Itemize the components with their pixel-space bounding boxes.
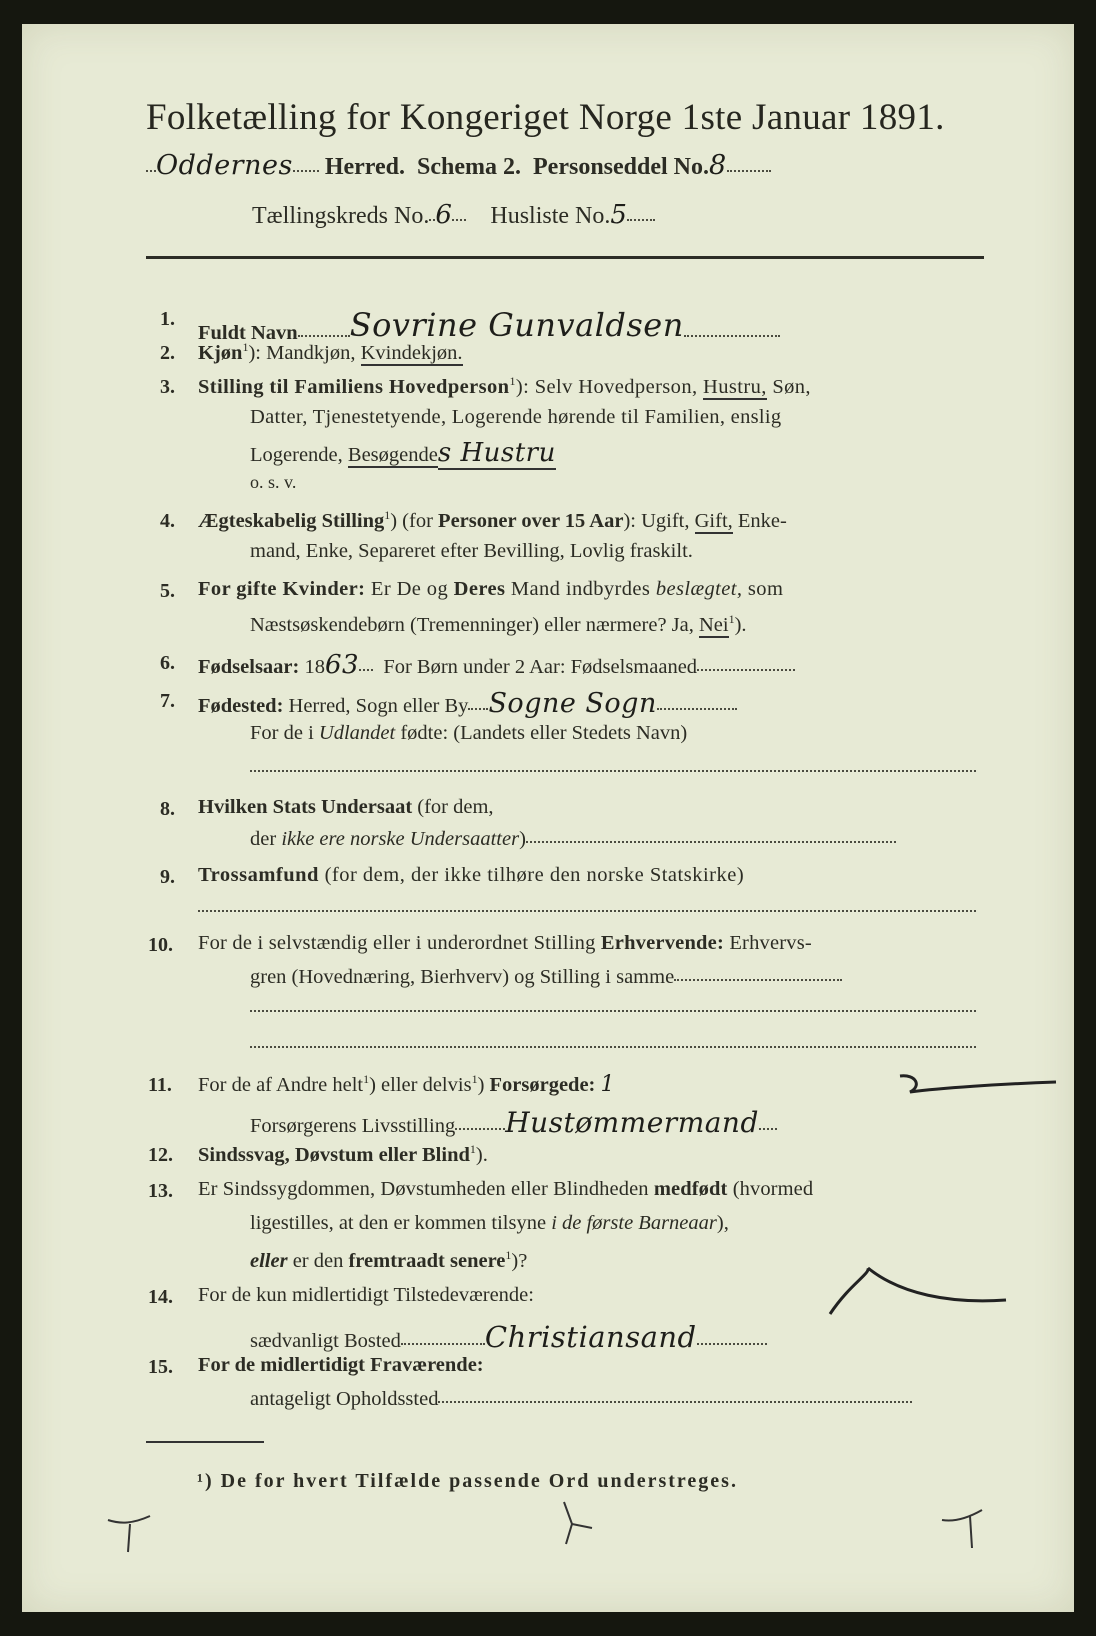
item-11-row-2: Forsørgerens Livsstilling Hustømmermand xyxy=(250,1106,777,1139)
item-10-number: 10. xyxy=(148,934,173,956)
item-8-number: 8. xyxy=(160,798,175,820)
birth-year-value: 63 xyxy=(324,650,360,680)
item-1-number: 1. xyxy=(160,308,175,330)
item-14-row-1: For de kun midlertidigt Tilstedeværende: xyxy=(198,1284,534,1306)
item-1-label: Fuldt Navn xyxy=(198,322,298,344)
family-role-value: s Hustru xyxy=(437,438,556,468)
item-11-number: 11. xyxy=(148,1074,172,1096)
birthplace-value: Sogne Sogn xyxy=(488,688,657,719)
item-9-blank-line xyxy=(198,910,976,912)
herred-label: Herred. xyxy=(324,154,406,180)
item-11-row-1: For de af Andre helt$^1$) eller delvis$^1$) Forsørgede: 1 xyxy=(198,1072,616,1097)
item-8-row-2: der ikke ere norske Undersaatter) xyxy=(250,828,896,851)
item-3-number: 3. xyxy=(160,376,175,398)
item-6-row: Fødselsaar: 1863 For Børn under 2 Aar: Fødselsmaaned xyxy=(198,650,795,680)
marital-gift-option: Gift, xyxy=(694,509,733,532)
item-3-label: Stilling til Familiens Hovedperson xyxy=(198,375,510,398)
provided-mark: 1 xyxy=(600,1072,616,1097)
item-3-row-2: Datter, Tjenestetyende, Logerende hørende til Familien, enslig xyxy=(250,406,782,428)
item-3-row-4: o. s. v. xyxy=(250,472,297,492)
item-4-number: 4. xyxy=(160,510,175,532)
item-14-row-2: sædvanligt Bosted Christiansand xyxy=(250,1320,767,1354)
item-2-row: Kjøn$^1$): Mandkjøn, Kvindekjøn. xyxy=(198,340,463,364)
item-10-row-1: For de i selvstændig eller i underordnet Stilling Erhvervende: Erhvervs- xyxy=(198,932,812,954)
item-5-row-2: Næstsøskendebørn (Tremenninger) eller nærmere? Ja, Nei$^1$). xyxy=(250,612,747,636)
handwritten-flourish xyxy=(810,1264,1010,1334)
item-7-number: 7. xyxy=(160,690,175,712)
handwritten-stroke xyxy=(880,1072,1060,1102)
item-3-row-1: Stilling til Familiens Hovedperson$^1$): Selv Hovedperson, Hustru, Søn, xyxy=(198,374,811,398)
item-15-row-2: antageligt Opholdssted xyxy=(250,1388,912,1411)
item-5-row-1: For gifte Kvinder: Er De og Deres Mand indbyrdes beslægtet, som xyxy=(198,578,784,600)
full-name-value: Sovrine Gunvaldsen xyxy=(349,306,684,344)
item-13-row-1: Er Sindssygdommen, Døvstumheden eller Blindheden medfødt (hvormed xyxy=(198,1178,814,1200)
page-title: Folketælling for Kongeriget Norge 1ste Januar 1891. xyxy=(146,97,945,138)
item-7-blank-line xyxy=(250,770,976,772)
item-15-number: 15. xyxy=(148,1356,173,1378)
item-4-row-1: Ægteskabelig Stilling$^1$) (for Personer over 15 Aar): Ugift, Gift, Enke- xyxy=(198,508,787,532)
corner-mark-center xyxy=(556,1498,596,1548)
item-13-row-2: ligestilles, at den er kommen tilsyne i de første Barneaar), xyxy=(250,1212,729,1234)
item-7-row-2: For de i Udlandet fødte: (Landets eller Stedets Navn) xyxy=(250,722,688,744)
item-12-number: 12. xyxy=(148,1144,173,1166)
item-10-blank-line-2 xyxy=(250,1046,976,1048)
role-besogende-option: Besøgende xyxy=(347,444,438,466)
schema-label: Schema 2. xyxy=(417,154,522,180)
kreds-value: 6 xyxy=(435,200,453,230)
item-6-number: 6. xyxy=(160,652,175,674)
role-hustru-option: Hustru, xyxy=(703,375,767,398)
gender-female-option: Kvindekjøn. xyxy=(360,341,463,364)
item-13-row-3: eller er den fremtraadt senere$^1$)? xyxy=(250,1248,528,1272)
item-8-row-1: Hvilken Stats Undersaat (for dem, xyxy=(198,796,494,818)
item-15-row-1: For de midlertidigt Fraværende: xyxy=(198,1354,484,1376)
item-5-number: 5. xyxy=(160,580,175,602)
item-14-number: 14. xyxy=(148,1286,173,1308)
husliste-label: Husliste No. xyxy=(490,203,611,229)
header-divider xyxy=(146,256,984,259)
item-10-row-2: gren (Hovednæring, Bierhverv) og Stilling i samme xyxy=(250,966,842,989)
herred-value: Oddernes xyxy=(156,150,293,181)
provider-occupation-value: Hustømmermand xyxy=(505,1106,759,1139)
corner-mark-left xyxy=(104,1512,154,1556)
kin-nei-option: Nei xyxy=(699,613,729,636)
item-2-number: 2. xyxy=(160,342,175,364)
footnote-divider xyxy=(146,1441,264,1443)
item-13-number: 13. xyxy=(148,1180,173,1202)
item-10-blank-line-1 xyxy=(250,1010,976,1012)
header-row-herred xyxy=(146,150,771,181)
usual-residence-value: Christiansand xyxy=(484,1320,697,1354)
personseddel-value: 8 xyxy=(709,150,727,181)
corner-mark-right xyxy=(938,1508,988,1552)
item-7-row-1: Fødested: Herred, Sogn eller By Sogne Sogn xyxy=(198,688,737,719)
census-form-sheet xyxy=(22,24,1074,1612)
item-4-row-2: mand, Enke, Separeret efter Bevilling, Lovlig fraskilt. xyxy=(250,540,693,562)
footnote: ¹) De for hvert Tilfælde passende Ord understreges. xyxy=(197,1470,738,1492)
item-9-number: 9. xyxy=(160,866,175,888)
item-12-row: Sindssvag, Døvstum eller Blind$^1$). xyxy=(198,1142,488,1166)
husliste-value: 5 xyxy=(610,200,628,230)
kreds-label: Tællingskreds No. xyxy=(252,203,430,229)
header-row-kreds xyxy=(252,200,655,230)
item-3-row-3: Logerende, Besøgendes Hustru xyxy=(250,438,556,468)
personseddel-label: Personseddel No. xyxy=(533,154,710,180)
item-9-row: Trossamfund (for dem, der ikke tilhøre den norske Statskirke) xyxy=(198,864,745,886)
